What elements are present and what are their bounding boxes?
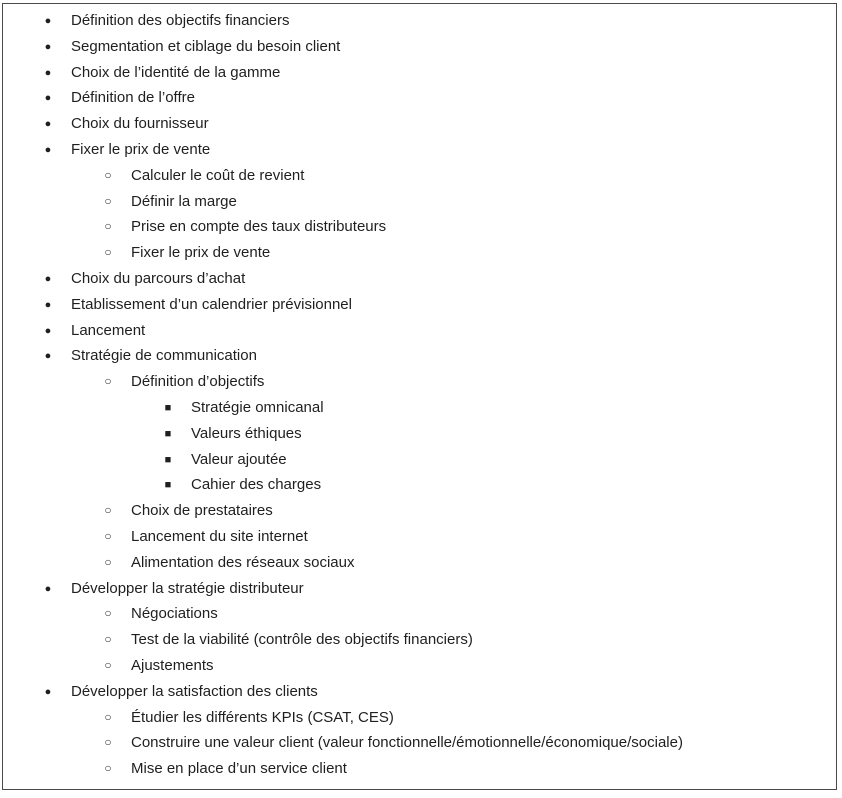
bullet-disc-icon bbox=[41, 292, 55, 319]
list-item bbox=[3, 163, 838, 189]
list-item bbox=[3, 292, 838, 318]
bullet-square-icon bbox=[161, 395, 175, 422]
list-item-text: Choix de l’identité de la gamme bbox=[71, 63, 281, 81]
list-item-text: Définir la marge bbox=[131, 192, 237, 210]
bullet-circle-icon bbox=[101, 214, 115, 240]
list-item bbox=[3, 524, 838, 550]
list-item-text: Stratégie de communication bbox=[71, 347, 257, 365]
list-item-text: Segmentation et ciblage du besoin client bbox=[71, 37, 341, 55]
list-item bbox=[3, 266, 838, 292]
list-item bbox=[3, 60, 838, 86]
bullet-disc-icon bbox=[41, 318, 55, 345]
list-item-text: Définition d’objectifs bbox=[131, 373, 265, 391]
list-item-text: Etablissement d’un calendrier prévisionnel bbox=[71, 295, 352, 313]
list-item-text: Cahier des charges bbox=[191, 476, 322, 494]
bullet-square-icon bbox=[161, 421, 175, 448]
bullet-circle-icon bbox=[101, 369, 115, 395]
bullet-circle-icon bbox=[101, 550, 115, 576]
list-item-text: Valeur ajoutée bbox=[191, 450, 287, 468]
list-item bbox=[3, 498, 838, 524]
list-item-text: Choix de prestataires bbox=[131, 502, 273, 520]
list-item bbox=[3, 369, 838, 395]
list-item-text: Fixer le prix de vente bbox=[71, 140, 211, 158]
list-item-text: Lancement bbox=[71, 321, 146, 339]
list-item-text: Calculer le coût de revient bbox=[131, 166, 305, 184]
list-item bbox=[3, 447, 838, 473]
bullet-circle-icon bbox=[101, 498, 115, 524]
list-item bbox=[3, 679, 838, 705]
bullet-list bbox=[3, 8, 838, 782]
bullet-disc-icon bbox=[41, 137, 55, 164]
list-item bbox=[3, 627, 838, 653]
list-item-text: Choix du fournisseur bbox=[71, 115, 209, 133]
bullet-square-icon bbox=[161, 472, 175, 499]
list-item-text: Étudier les différents KPIs (CSAT, CES) bbox=[131, 708, 394, 726]
list-item bbox=[3, 705, 838, 731]
bullet-circle-icon bbox=[101, 240, 115, 266]
list-item bbox=[3, 214, 838, 240]
list-item bbox=[3, 472, 838, 498]
list-item-text: Développer la satisfaction des clients bbox=[71, 682, 318, 700]
list-item-text: Valeurs éthiques bbox=[191, 424, 302, 442]
list-item-text: Fixer le prix de vente bbox=[131, 244, 271, 262]
bullet-disc-icon bbox=[41, 576, 55, 603]
list-item bbox=[3, 601, 838, 627]
list-item bbox=[3, 189, 838, 215]
list-item-text: Prise en compte des taux distributeurs bbox=[131, 218, 387, 236]
bullet-circle-icon bbox=[101, 653, 115, 679]
list-item bbox=[3, 653, 838, 679]
list-item-text: Stratégie omnicanal bbox=[191, 398, 324, 416]
list-item-text: Lancement du site internet bbox=[131, 527, 308, 545]
bullet-disc-icon bbox=[41, 85, 55, 112]
list-item bbox=[3, 34, 838, 60]
list-item-text: Négociations bbox=[131, 605, 218, 623]
bullet-disc-icon bbox=[41, 34, 55, 61]
list-item-text: Ajustements bbox=[131, 656, 214, 674]
list-item bbox=[3, 8, 838, 34]
list-item bbox=[3, 576, 838, 602]
bullet-disc-icon bbox=[41, 8, 55, 35]
bullet-disc-icon bbox=[41, 60, 55, 87]
list-item bbox=[3, 111, 838, 137]
list-item-text: Développer la stratégie distributeur bbox=[71, 579, 304, 597]
bullet-circle-icon bbox=[101, 601, 115, 627]
list-item bbox=[3, 240, 838, 266]
bullet-circle-icon bbox=[101, 189, 115, 215]
list-item-text: Définition de l’offre bbox=[71, 89, 195, 107]
bullet-disc-icon bbox=[41, 679, 55, 706]
document-frame bbox=[2, 3, 837, 790]
bullet-circle-icon bbox=[101, 705, 115, 731]
list-item-text: Mise en place d’un service client bbox=[131, 760, 347, 778]
list-item-text: Alimentation des réseaux sociaux bbox=[131, 553, 355, 571]
list-item-text: Définition des objectifs financiers bbox=[71, 12, 290, 29]
list-item bbox=[3, 730, 838, 756]
list-item bbox=[3, 318, 838, 344]
list-item-text: Test de la viabilité (contrôle des objectifs financiers) bbox=[131, 631, 473, 649]
bullet-circle-icon bbox=[101, 756, 115, 782]
list-item bbox=[3, 421, 838, 447]
list-item bbox=[3, 550, 838, 576]
list-item bbox=[3, 395, 838, 421]
bullet-circle-icon bbox=[101, 627, 115, 653]
list-item bbox=[3, 137, 838, 163]
bullet-square-icon bbox=[161, 447, 175, 474]
list-item-text: Construire une valeur client (valeur fonctionnelle/émotionnelle/économique/sociale) bbox=[131, 734, 683, 752]
list-item bbox=[3, 343, 838, 369]
bullet-circle-icon bbox=[101, 524, 115, 550]
list-item bbox=[3, 85, 838, 111]
list-item bbox=[3, 756, 838, 782]
bullet-disc-icon bbox=[41, 111, 55, 138]
bullet-circle-icon bbox=[101, 163, 115, 189]
bullet-disc-icon bbox=[41, 343, 55, 370]
bullet-disc-icon bbox=[41, 266, 55, 293]
bullet-circle-icon bbox=[101, 730, 115, 756]
list-item-text: Choix du parcours d’achat bbox=[71, 269, 246, 287]
